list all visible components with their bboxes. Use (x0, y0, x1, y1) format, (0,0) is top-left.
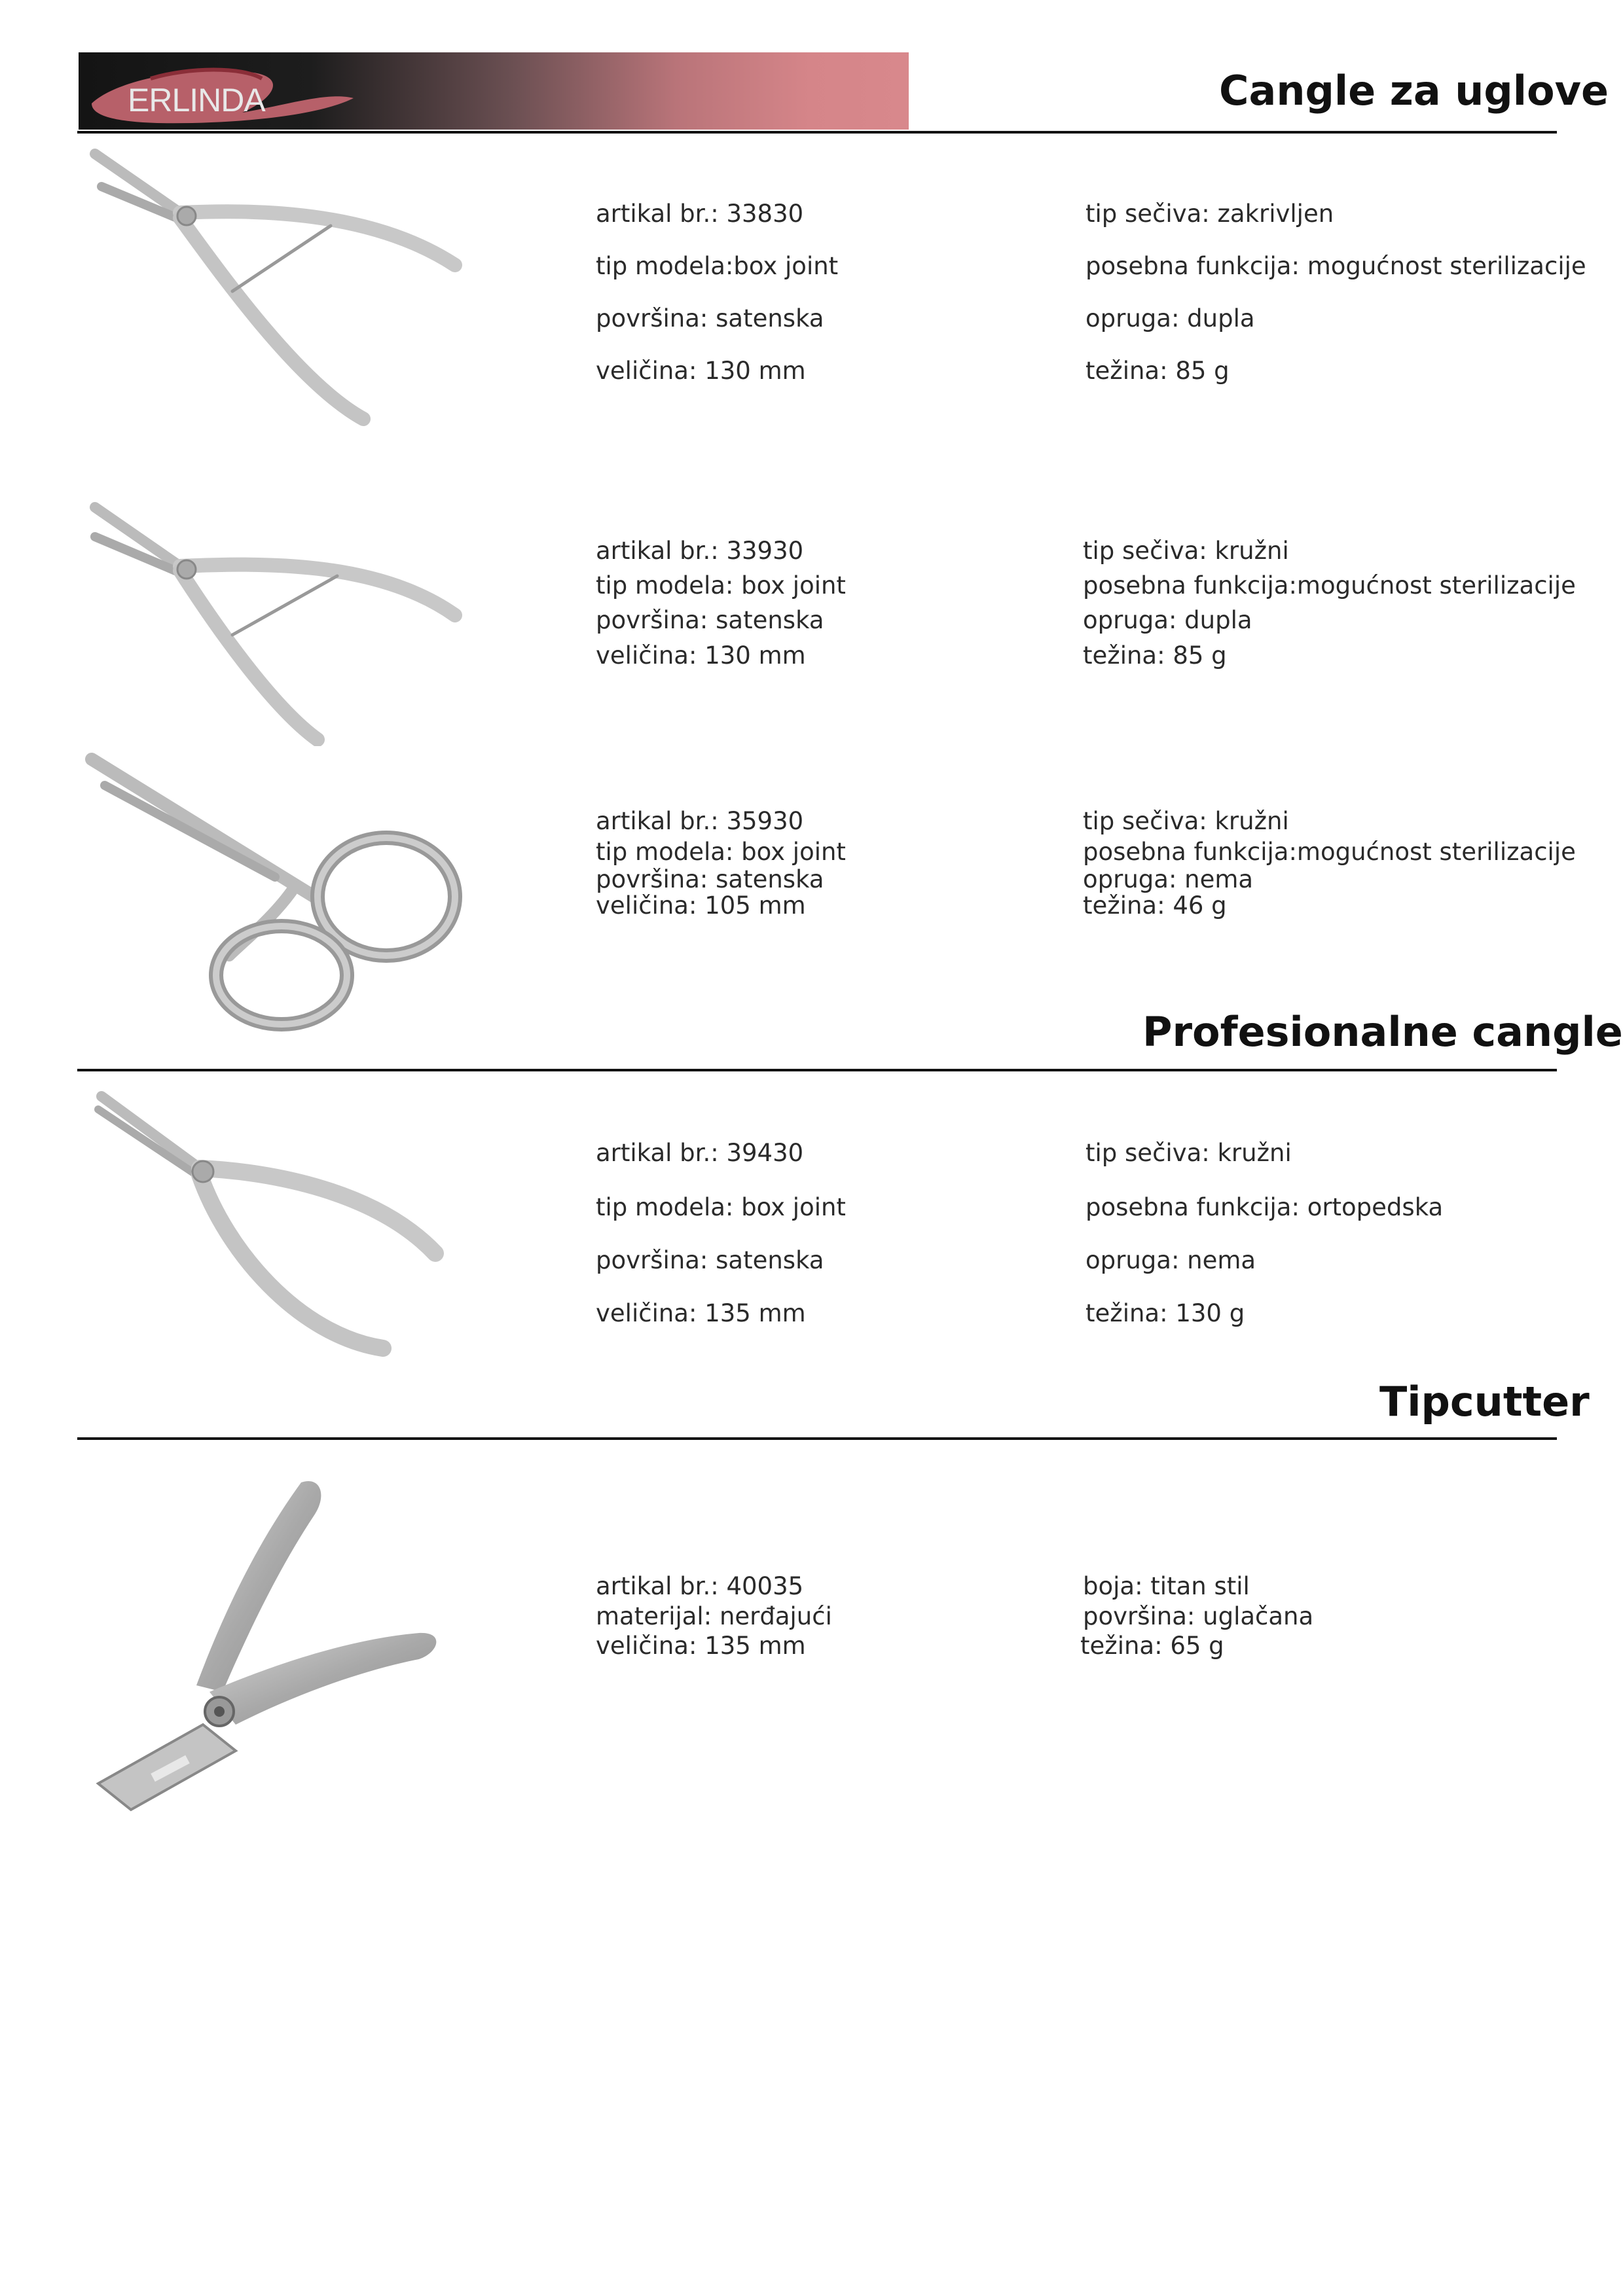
section-title-tipcutter: Tipcutter (1379, 1378, 1590, 1426)
spec-left: artikal br.: 40035 (596, 1572, 804, 1600)
section-divider (77, 1437, 1557, 1440)
spec-left: površina: satenska (596, 865, 824, 893)
spec-right: opruga: nema (1085, 1246, 1256, 1274)
spec-left: veličina: 105 mm (596, 891, 806, 920)
spec-right: težina: 85 g (1085, 357, 1230, 385)
spec-left: površina: satenska (596, 304, 824, 332)
spec-left: veličina: 130 mm (596, 641, 806, 670)
section-divider (77, 1069, 1557, 1071)
spec-left: tip modela:box joint (596, 252, 839, 280)
spec-right: tip sečiva: kružni (1083, 807, 1289, 835)
section-title-profesionalne-cangle: Profesionalne cangle (1142, 1008, 1623, 1056)
nail-nipper-image (82, 497, 468, 746)
spec-left: artikal br.: 35930 (596, 807, 804, 835)
spec-left: veličina: 130 mm (596, 357, 806, 385)
professional-nipper-image (88, 1086, 455, 1361)
spec-left: veličina: 135 mm (596, 1632, 806, 1660)
spec-left: artikal br.: 33830 (596, 200, 804, 228)
spec-right: tip sečiva: kružni (1085, 1139, 1292, 1167)
cuticle-scissors-image (79, 746, 471, 1034)
spec-right: posebna funkcija: ortopedska (1085, 1193, 1444, 1221)
nail-nipper-image (82, 141, 468, 429)
spec-right: tip sečiva: kružni (1083, 537, 1289, 565)
spec-right: posebna funkcija:mogućnost sterilizacije (1083, 571, 1576, 600)
spec-right: boja: titan stil (1083, 1572, 1250, 1600)
spec-right: opruga: dupla (1083, 606, 1252, 634)
spec-left: tip modela: box joint (596, 838, 846, 866)
spec-right: težina: 85 g (1083, 641, 1227, 670)
spec-right: opruga: dupla (1085, 304, 1255, 332)
spec-left: tip modela: box joint (596, 571, 846, 600)
spec-left: površina: satenska (596, 606, 824, 634)
logo-text: ERLINDA (128, 82, 265, 118)
spec-right: težina: 65 g (1080, 1632, 1224, 1660)
spec-right: posebna funkcija:mogućnost sterilizacije (1083, 838, 1576, 866)
tip-cutter-image (92, 1476, 445, 1816)
spec-right: površina: uglačana (1083, 1602, 1314, 1630)
spec-left: veličina: 135 mm (596, 1299, 806, 1327)
spec-left: površina: satenska (596, 1246, 824, 1274)
spec-left: artikal br.: 33930 (596, 537, 804, 565)
spec-right: posebna funkcija: mogućnost sterilizacije (1085, 252, 1586, 280)
spec-right: težina: 46 g (1083, 891, 1227, 920)
spec-right: težina: 130 g (1085, 1299, 1245, 1327)
spec-right: tip sečiva: zakrivljen (1085, 200, 1334, 228)
section-title-cangle-za-uglove: Cangle za uglove (1219, 67, 1609, 115)
section-divider (77, 131, 1557, 134)
spec-left: tip modela: box joint (596, 1193, 846, 1221)
spec-left: materijal: nerđajući (596, 1602, 832, 1630)
header-banner (79, 52, 909, 130)
spec-left: artikal br.: 39430 (596, 1139, 804, 1167)
spec-right: opruga: nema (1083, 865, 1254, 893)
